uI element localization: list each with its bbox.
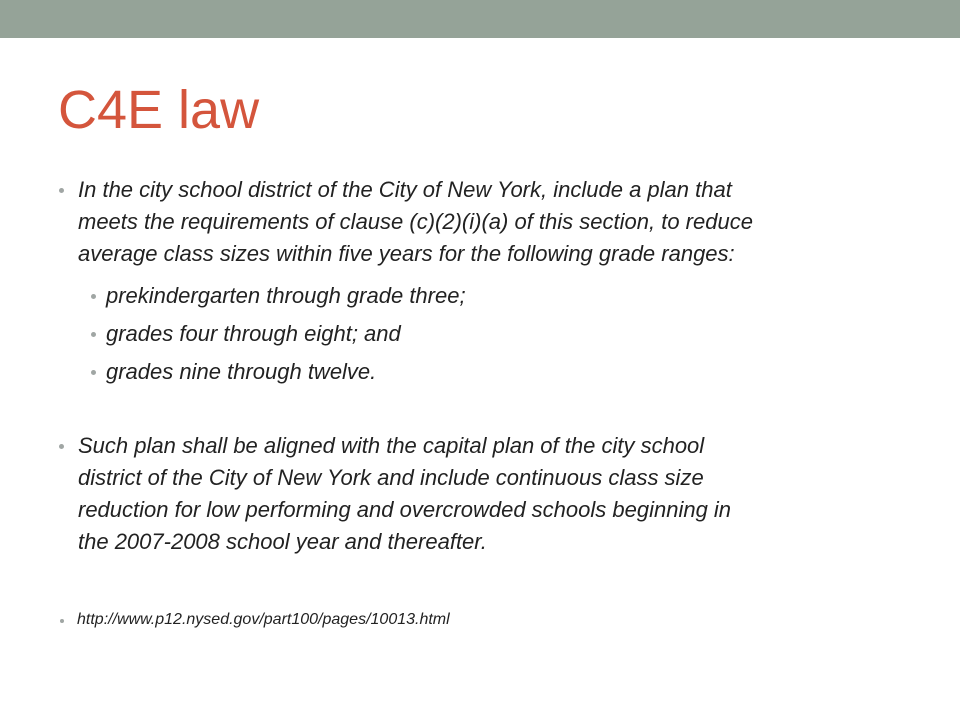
sub-bullet-text: prekindergarten through grade three; <box>106 283 466 308</box>
bullet-text <box>78 430 731 558</box>
sub-bullet-dot-icon <box>91 294 96 299</box>
slide-title: C4E law <box>58 80 260 140</box>
source-link[interactable]: http://www.p12.nysed.gov/part100/pages/10013.html <box>77 611 450 628</box>
bullet-line: In the city school district of the City of New York, include a plan that <box>78 177 732 202</box>
bullet-line: reduction for low performing and overcrowded schools beginning in <box>78 497 732 522</box>
sub-bullet-dot-icon <box>91 332 96 337</box>
bullet-line: district of the City of New York and include continuous class size <box>78 465 704 490</box>
sub-bullet-text: grades four through eight; and <box>106 321 401 346</box>
bullet-dot-icon <box>60 619 64 623</box>
bullet-text <box>78 174 753 270</box>
top-accent-bar <box>0 0 960 38</box>
sub-bullet-text: grades nine through twelve. <box>106 359 377 384</box>
bullet-line: Such plan shall be aligned with the capital plan of the city school <box>78 433 705 458</box>
bullet-dot-icon <box>59 444 64 449</box>
bullet-line: average class sizes within five years for the following grade ranges: <box>78 241 735 266</box>
bullet-line: the 2007-2008 school year and thereafter. <box>78 529 487 554</box>
bullet-dot-icon <box>59 188 64 193</box>
bullet-line: meets the requirements of clause (c)(2)(i)(a) of this section, to reduce <box>78 209 753 234</box>
sub-bullet-dot-icon <box>91 370 96 375</box>
